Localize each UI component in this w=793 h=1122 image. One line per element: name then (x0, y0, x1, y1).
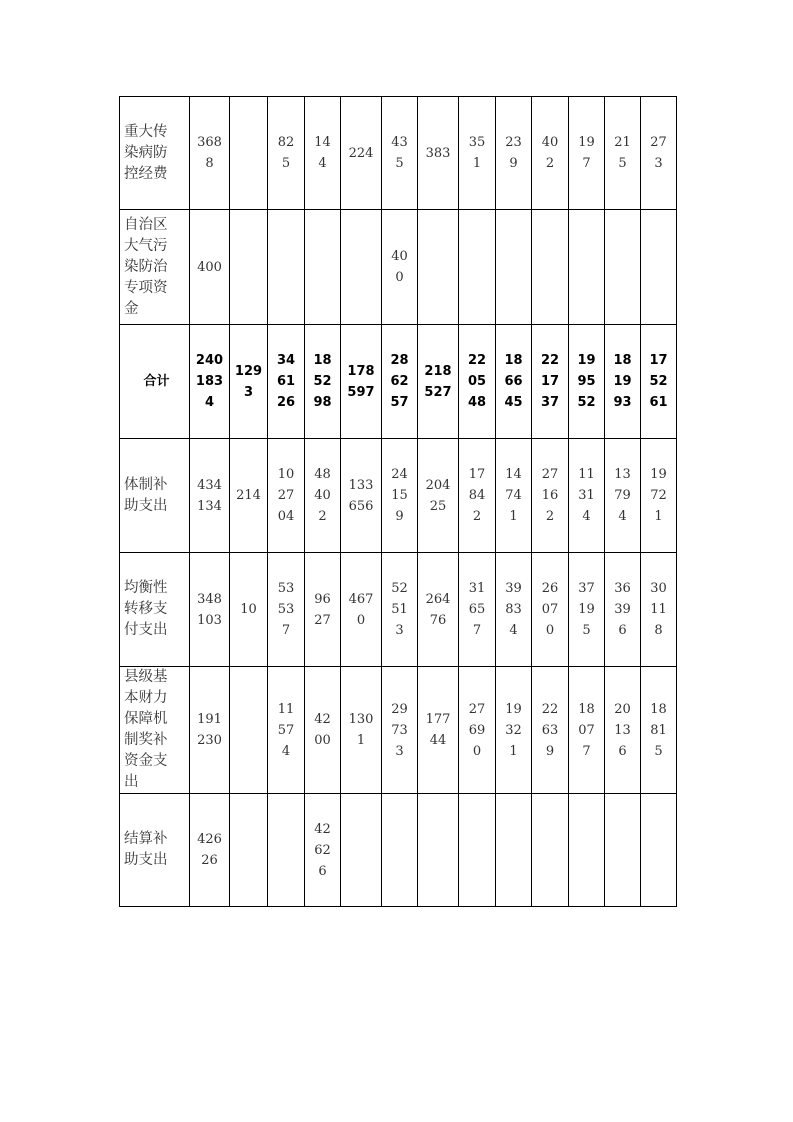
table-cell: 18 07 7 (569, 667, 605, 794)
table-cell: 28 62 57 (382, 325, 418, 439)
table-cell (268, 210, 305, 325)
table-cell: 18 19 93 (605, 325, 641, 439)
table-cell: 224 (341, 97, 382, 210)
table-cell: 19 7 (569, 97, 605, 210)
table-cell (230, 97, 268, 210)
table-cell: 218 527 (418, 325, 459, 439)
table-cell: 22 63 9 (532, 667, 569, 794)
table-cell: 36 39 6 (605, 553, 641, 667)
row-label: 自治区 大气污 染防治 专项资 金 (120, 210, 190, 325)
table-cell: 204 25 (418, 439, 459, 553)
table-cell: 214 (230, 439, 268, 553)
table-cell: 14 4 (305, 97, 341, 210)
table-cell: 191 230 (190, 667, 230, 794)
table-cell (341, 210, 382, 325)
table-cell: 42 62 6 (305, 794, 341, 907)
row-label: 重大传 染病防 控经费 (120, 97, 190, 210)
table-cell: 368 8 (190, 97, 230, 210)
table-cell: 21 5 (605, 97, 641, 210)
table-cell: 18 66 45 (496, 325, 532, 439)
table-cell: 40 2 (532, 97, 569, 210)
table-cell: 43 5 (382, 97, 418, 210)
table-cell (459, 794, 496, 907)
table-cell: 31 65 7 (459, 553, 496, 667)
table-row-system-subsidy (120, 439, 677, 553)
table-cell: 14 74 1 (496, 439, 532, 553)
row-label: 体制补 助支出 (120, 439, 190, 553)
table-cell: 19 72 1 (641, 439, 677, 553)
table-cell (532, 210, 569, 325)
table-cell (230, 794, 268, 907)
table-cell: 467 0 (341, 553, 382, 667)
row-label: 合计 (120, 325, 190, 439)
row-label: 均衡性 转移支 付支出 (120, 553, 190, 667)
table-cell: 27 16 2 (532, 439, 569, 553)
fiscal-transfer-table (119, 96, 677, 907)
table-cell: 27 3 (641, 97, 677, 210)
table-cell: 30 11 8 (641, 553, 677, 667)
table-cell (382, 794, 418, 907)
table-cell: 35 1 (459, 97, 496, 210)
table-row-air-pollution-fund (120, 210, 677, 325)
table-cell (418, 794, 459, 907)
table-cell (496, 210, 532, 325)
table-cell: 19 95 52 (569, 325, 605, 439)
table-cell (532, 794, 569, 907)
table-cell: 178 597 (341, 325, 382, 439)
table-cell: 18 81 5 (641, 667, 677, 794)
table-cell: 383 (418, 97, 459, 210)
table-cell: 17 52 61 (641, 325, 677, 439)
table-row-settlement-subsidy (120, 794, 677, 907)
table-cell (605, 794, 641, 907)
table-cell: 426 26 (190, 794, 230, 907)
table-row-major-infectious-disease (120, 97, 677, 210)
table-cell: 348 103 (190, 553, 230, 667)
table-row-equalization-transfer (120, 553, 677, 667)
table-cell (230, 210, 268, 325)
table-cell: 13 79 4 (605, 439, 641, 553)
table-cell: 82 5 (268, 97, 305, 210)
table-cell: 24 15 9 (382, 439, 418, 553)
table-cell: 130 1 (341, 667, 382, 794)
table-cell: 17 84 2 (459, 439, 496, 553)
table-row-total (120, 325, 677, 439)
table-cell (268, 794, 305, 907)
table-cell (230, 667, 268, 794)
table-cell: 400 (190, 210, 230, 325)
table-cell: 29 73 3 (382, 667, 418, 794)
table-cell: 27 69 0 (459, 667, 496, 794)
table-cell: 10 27 04 (268, 439, 305, 553)
table-cell (605, 210, 641, 325)
table-cell: 23 9 (496, 97, 532, 210)
table-cell: 434 134 (190, 439, 230, 553)
table-row-county-basic-finance (120, 667, 677, 794)
table-cell (569, 794, 605, 907)
table-cell: 19 32 1 (496, 667, 532, 794)
table-cell: 240 183 4 (190, 325, 230, 439)
table-cell (496, 794, 532, 907)
table-cell: 42 00 (305, 667, 341, 794)
table-cell: 22 05 48 (459, 325, 496, 439)
table-cell (341, 794, 382, 907)
table-cell: 53 53 7 (268, 553, 305, 667)
table-cell (459, 210, 496, 325)
row-label: 结算补 助支出 (120, 794, 190, 907)
table-cell: 96 27 (305, 553, 341, 667)
table-cell: 18 52 98 (305, 325, 341, 439)
table-cell (569, 210, 605, 325)
table-cell: 48 40 2 (305, 439, 341, 553)
table-cell (418, 210, 459, 325)
table-cell (641, 794, 677, 907)
table-cell: 129 3 (230, 325, 268, 439)
table-cell: 264 76 (418, 553, 459, 667)
table-cell: 34 61 26 (268, 325, 305, 439)
row-label: 县级基 本财力 保障机 制奖补 资金支 出 (120, 667, 190, 794)
table-cell: 37 19 5 (569, 553, 605, 667)
table-cell: 11 31 4 (569, 439, 605, 553)
table-cell: 26 07 0 (532, 553, 569, 667)
table-cell (305, 210, 341, 325)
table-cell: 177 44 (418, 667, 459, 794)
table-cell: 40 0 (382, 210, 418, 325)
table-cell: 11 57 4 (268, 667, 305, 794)
table-cell: 10 (230, 553, 268, 667)
table-cell: 133 656 (341, 439, 382, 553)
table-cell: 20 13 6 (605, 667, 641, 794)
table-cell: 39 83 4 (496, 553, 532, 667)
table-cell: 52 51 3 (382, 553, 418, 667)
table-cell: 22 17 37 (532, 325, 569, 439)
table-cell (641, 210, 677, 325)
